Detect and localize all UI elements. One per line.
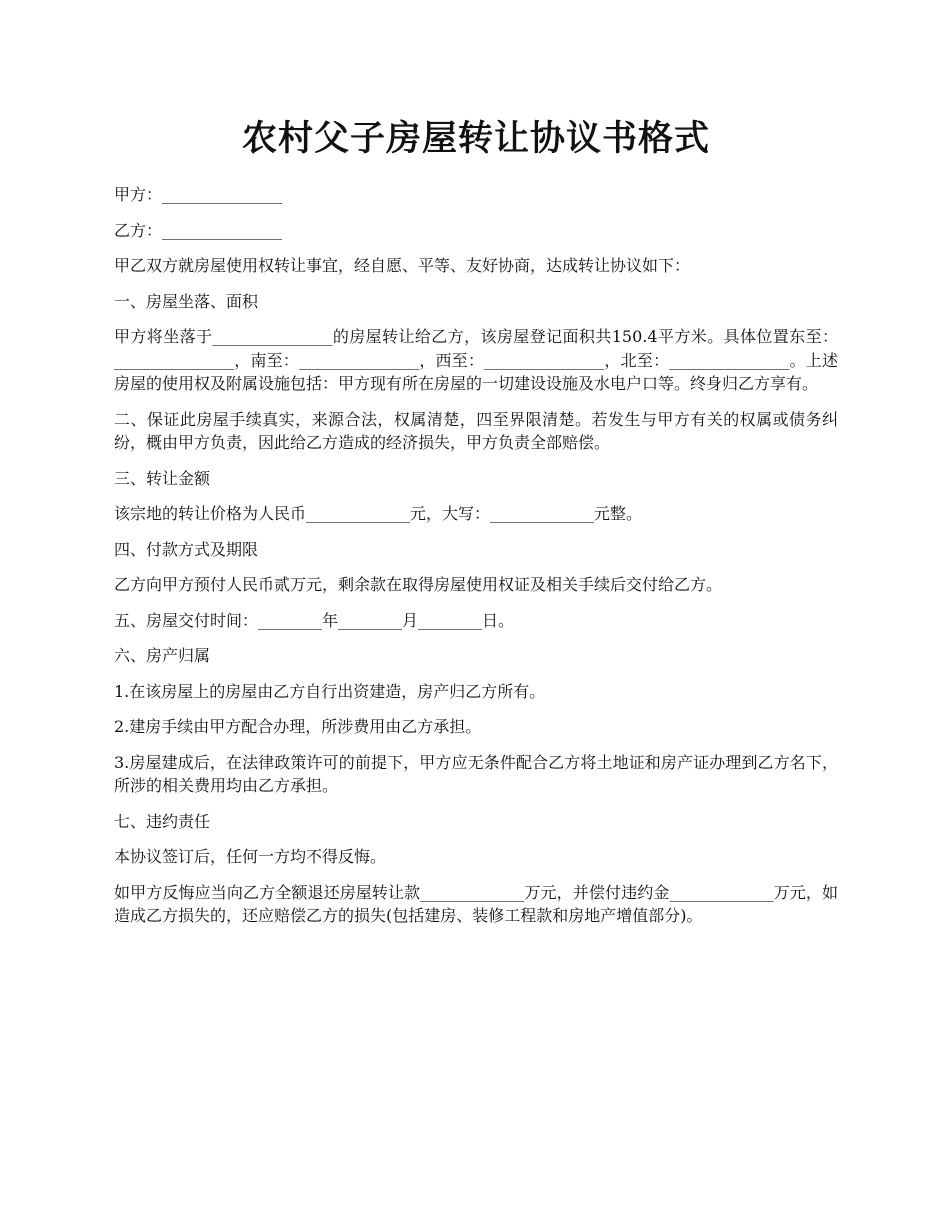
breach-paragraph-2: 如甲方反悔应当向乙方全额退还房屋转让款_____________万元，并偿付违约金_____________万元，如造成乙方损失的，还应赔偿乙方的损失(包括建房、装修工程款和房地产增值部分)。	[114, 882, 838, 925]
document-body	[114, 183, 838, 928]
payment-paragraph: 乙方向甲方预付人民币贰万元，剩余款在取得房屋使用权证及相关手续后交付给乙方。	[114, 575, 723, 594]
guarantee-paragraph: 二、保证此房屋手续真实，来源合法，权属清楚，四至界限清楚。若发生与甲方有关的权属或债务纠纷，概由甲方负责，因此给乙方造成的经济损失，甲方负责全部赔偿。	[114, 409, 838, 452]
section-heading-location: 一、房屋坐落、面积	[114, 291, 259, 311]
section-heading-amount: 三、转让金额	[114, 468, 211, 488]
amount-paragraph: 该宗地的转让价格为人民币_____________元，大写：_____________元整。	[114, 504, 643, 523]
ownership-item-3: 3.房屋建成后，在法律政策许可的前提下，甲方应无条件配合乙方将土地证和房产证办理到乙方名下，所涉的相关费用均由乙方承担。	[114, 752, 838, 795]
breach-paragraph-1: 本协议签订后，任何一方均不得反悔。	[114, 847, 387, 866]
ownership-item-1: 1.在该房屋上的房屋由乙方自行出资建造，房产归乙方所有。	[114, 681, 546, 701]
delivery-time-paragraph: 五、房屋交付时间：________年________月________日。	[114, 610, 515, 630]
party-a-line: 甲方：_______________	[114, 185, 283, 204]
intro-paragraph: 甲乙双方就房屋使用权转让事宜，经自愿、平等、友好协商，达成转让协议如下：	[114, 256, 691, 275]
document-title: 农村父子房屋转让协议书格式	[241, 118, 710, 159]
location-paragraph: 甲方将坐落于_______________的房屋转让给乙方，该房屋登记面积共150.4平方米。具体位置东至：_______________，南至：_______________，西至：_______________，北至：_______________。上述房屋的使用权及附属设施包括：甲方现有所在房屋的一切建设设施及水电户口等。终身归乙方享有。	[114, 327, 838, 393]
ownership-item-2: 2.建房手续由甲方配合办理，所涉费用由乙方承担。	[114, 717, 482, 736]
section-heading-breach: 七、违约责任	[114, 811, 211, 831]
party-b-line: 乙方：_______________	[114, 220, 283, 240]
section-heading-payment: 四、付款方式及期限	[114, 539, 259, 559]
section-heading-ownership: 六、房产归属	[114, 646, 211, 665]
